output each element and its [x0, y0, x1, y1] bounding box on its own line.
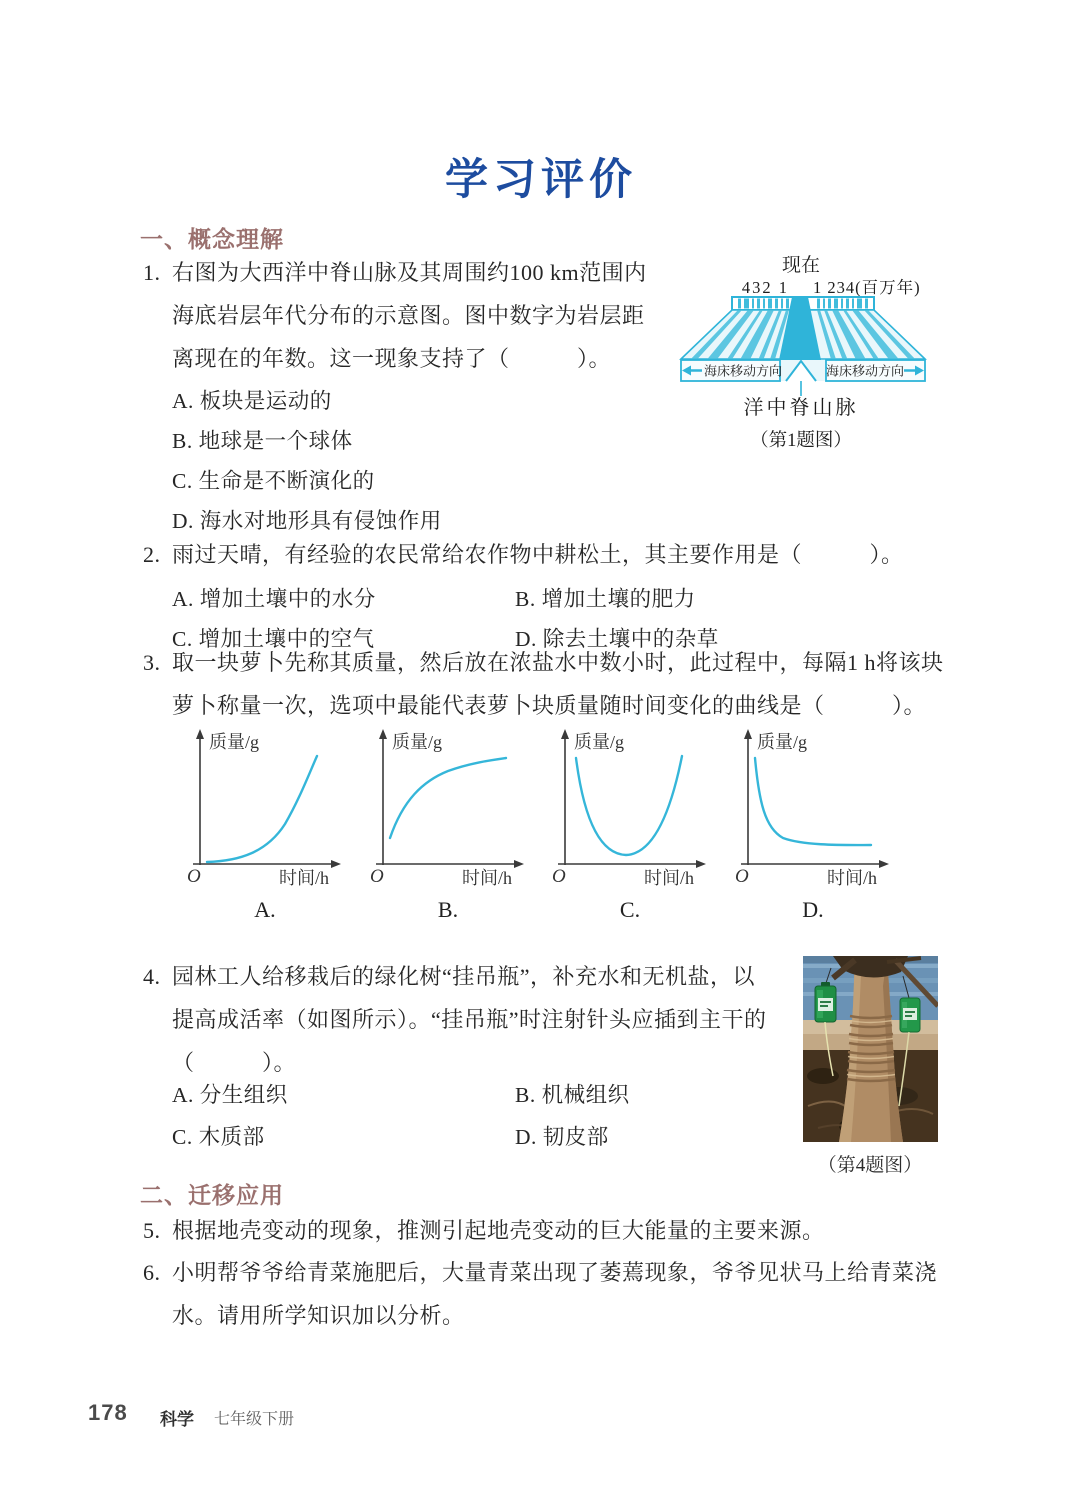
x-axis-arrow	[331, 860, 341, 868]
q4-line-3: （ ）。	[172, 1050, 297, 1075]
q4-line-2: 提高成活率（如图所示）。“挂吊瓶”时注射针头应插到主干的	[172, 1007, 767, 1032]
x-axis-arrow	[514, 860, 524, 868]
curve-accelerating-increase	[207, 756, 317, 862]
origin-label: O	[187, 866, 201, 887]
q1-option-c: C. 生命是不断演化的	[172, 469, 375, 493]
q1-option-a: A. 板块是运动的	[172, 389, 332, 413]
footer-page-number: 178	[88, 1400, 128, 1425]
origin-label: O	[552, 866, 566, 887]
y-axis-arrow	[196, 729, 204, 739]
q2-option-a: A. 增加土壤中的水分	[172, 587, 376, 611]
q2-number: 2.	[143, 542, 161, 567]
q3-number: 3.	[143, 650, 161, 675]
q4-photo-caption: （第4题图）	[817, 1155, 923, 1176]
q5-text-1: 根据地壳变动的现象，推测引起地壳变动的巨大能量的主要来源。	[172, 1218, 825, 1243]
x-axis-arrow	[879, 860, 889, 868]
fig1-caption: （第1题图）	[750, 431, 852, 451]
q5-line-1	[143, 1216, 825, 1246]
q2-option-c: C. 增加土壤中的空气	[172, 627, 375, 651]
fig1-dir-left-label: 海床移动方向	[703, 363, 783, 379]
y-axis-arrow	[744, 729, 752, 739]
chart-a-letter: A.	[254, 897, 276, 922]
q2-text-1: 雨过天晴，有经验的农民常给农作物中耕松土，其主要作用是（ ）。	[172, 542, 904, 567]
q3-text-1: 取一块萝卜先称其质量，然后放在浓盐水中数小时，此过程中，每隔1 h将该块	[172, 650, 944, 675]
chart-option-c	[550, 726, 710, 923]
q3-line-2: 萝卜称量一次，选项中最能代表萝卜块质量随时间变化的曲线是（ ）。	[172, 693, 927, 718]
chart-d-letter: D.	[802, 897, 824, 922]
chart-option-d	[733, 726, 893, 923]
q6-number: 6.	[143, 1260, 161, 1285]
footer-volume: 七年级下册	[214, 1411, 295, 1428]
y-axis-arrow	[561, 729, 569, 739]
q1-option-b: B. 地球是一个球体	[172, 429, 353, 453]
y-axis-label: 质量/g	[392, 732, 443, 752]
y-axis-arrow	[379, 729, 387, 739]
q1-figure-ridge-diagram	[668, 253, 968, 463]
y-axis-label: 质量/g	[574, 732, 625, 752]
q2-line-1	[143, 540, 904, 570]
y-axis-label: 质量/g	[757, 732, 808, 752]
footer-subject: 科学	[160, 1410, 194, 1429]
y-axis-label: 质量/g	[209, 732, 260, 752]
fig1-dir-right-label: 海床移动方向	[825, 363, 905, 379]
x-axis-label: 时间/h	[644, 868, 695, 888]
q1-text-1: 右图为大西洋中脊山脉及其周围约100 km范围内	[172, 260, 647, 285]
fig1-now-label: 现在	[781, 255, 821, 276]
origin-label: O	[370, 866, 384, 887]
q1-line-1	[143, 258, 647, 288]
curve-decrease-plateau	[755, 758, 871, 845]
q6-text-1: 小明帮爷爷给青菜施肥后，大量青菜出现了萎蔫现象，爷爷见状马上给青菜浇	[172, 1260, 938, 1285]
fig1-scale-left: 432 1	[741, 278, 789, 297]
q3-line-1	[143, 648, 944, 678]
q4-option-d: D. 韧皮部	[515, 1125, 609, 1149]
section-heading-concept: 一、概念理解	[140, 226, 284, 252]
section-heading-application: 二、迁移应用	[140, 1182, 284, 1208]
chart-b-letter: B.	[437, 897, 459, 922]
q2-option-b: B. 增加土壤的肥力	[515, 587, 696, 611]
chart-c-letter: C.	[619, 897, 641, 922]
q6-line-2: 水。请用所学知识加以分析。	[172, 1303, 465, 1328]
q4-option-c: C. 木质部	[172, 1125, 265, 1149]
curve-u-shape	[576, 756, 682, 855]
q4-option-b: B. 机械组织	[515, 1083, 630, 1107]
q4-number: 4.	[143, 964, 161, 989]
q5-number: 5.	[143, 1218, 161, 1243]
x-axis-label: 时间/h	[279, 868, 330, 888]
fig1-scale-right-unit: 1 234(百万年)	[813, 278, 921, 297]
origin-label: O	[735, 866, 749, 887]
q4-text-1: 园林工人给移栽后的绿化树“挂吊瓶”，补充水和无机盐，以	[172, 964, 756, 989]
x-axis-arrow	[696, 860, 706, 868]
chart-option-b	[368, 726, 528, 923]
q4-photo-tree-drip-bags	[803, 956, 938, 1147]
x-axis-label: 时间/h	[827, 868, 878, 888]
x-axis-label: 时间/h	[462, 868, 513, 888]
q6-line-1	[143, 1258, 937, 1288]
q4-option-a: A. 分生组织	[172, 1083, 288, 1107]
q1-line-3: 离现在的年数。这一现象支持了（ ）。	[172, 346, 612, 371]
q4-line-1	[143, 962, 755, 992]
q2-option-d: D. 除去土壤中的杂草	[515, 627, 719, 651]
page-title: 学习评价	[445, 156, 637, 204]
q1-option-d: D. 海水对地形具有侵蚀作用	[172, 509, 442, 533]
q1-line-2: 海底岩层年代分布的示意图。图中数字为岩层距	[172, 303, 645, 328]
q1-number: 1.	[143, 260, 161, 285]
curve-saturating-increase	[390, 758, 506, 838]
fig1-ridge-label: 洋中脊山脉	[743, 397, 859, 419]
chart-option-a	[185, 726, 345, 923]
